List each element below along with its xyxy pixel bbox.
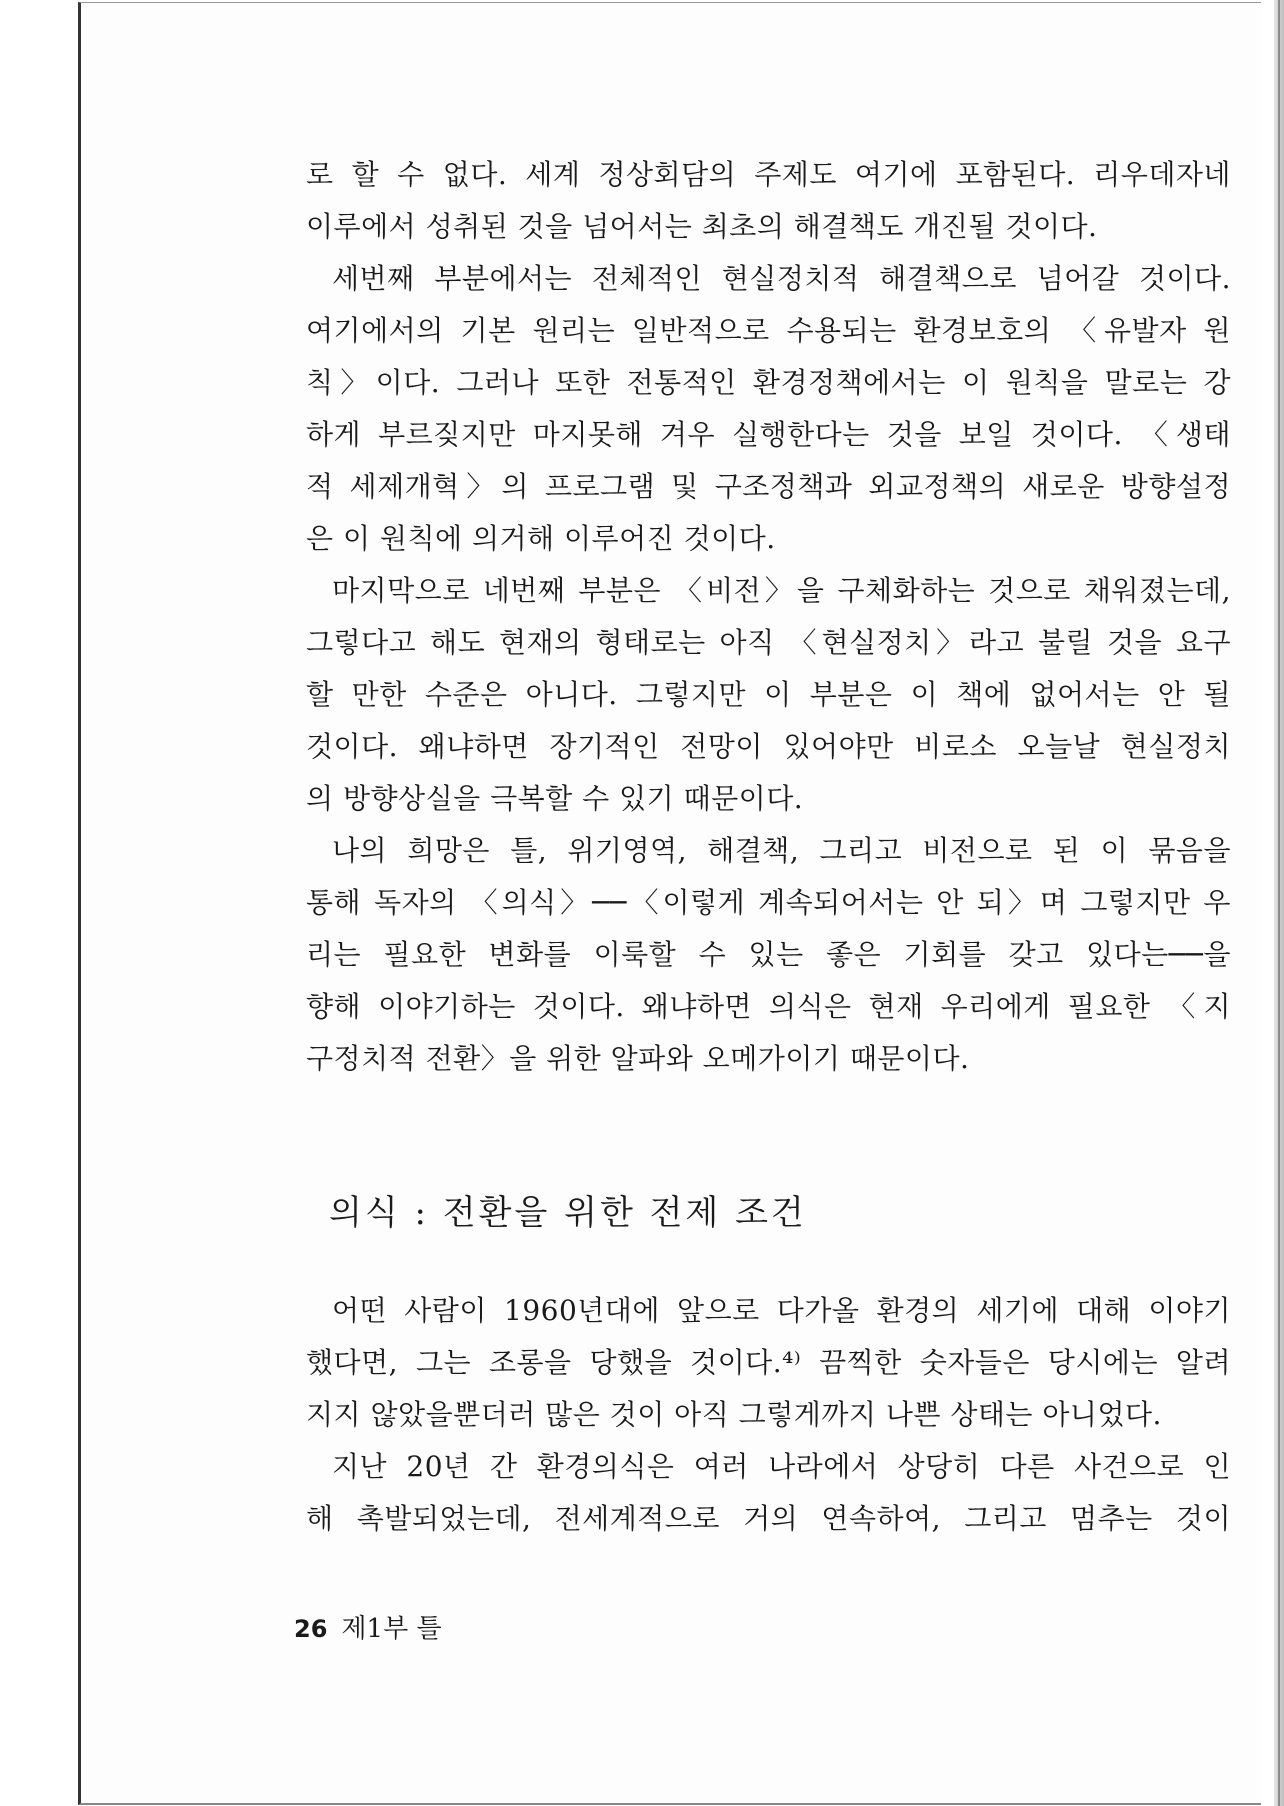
body-text-bottom — [306, 1285, 1231, 1545]
page-edge — [1274, 0, 1284, 1806]
text-line: 의 방향상실을 극복할 수 있기 때문이다. — [306, 782, 804, 815]
text-line: 이루에서 성취된 것을 넘어서는 최초의 해결책도 개진될 것이다. — [306, 210, 1098, 243]
page-footer — [294, 1611, 442, 1647]
text-line: 세번째 부분에서는 전체적인 현실정치적 해결책으로 넘어갈 것이다. — [332, 262, 1231, 295]
text-line: 은 이 원칙에 의거해 이루어진 것이다. — [306, 522, 776, 555]
text-line: 할 만한 수준은 아니다. 그렇지만 이 부분은 이 책에 없어서는 안 될 — [306, 678, 1231, 711]
book-page — [78, 2, 1261, 1805]
text-line: 나의 희망은 틀, 위기영역, 해결책, 그리고 비전으로 된 이 묶음을 — [332, 834, 1231, 867]
text-line: 지난 20년 간 환경의식은 여러 나라에서 상당히 다른 사건으로 인 — [332, 1450, 1231, 1483]
text-line: 했다면, 그는 조롱을 당했을 것이다.⁴⁾ 끔찍한 숫자들은 당시에는 알려 — [306, 1346, 1231, 1379]
text-line: 칙〉이다. 그러나 또한 전통적인 환경정책에서는 이 원칙을 말로는 강 — [306, 366, 1231, 399]
text-line: 통해 독자의 〈의식〉──〈이렇게 계속되어서는 안 되〉며 그렇지만 우 — [306, 886, 1231, 919]
text-line: 마지막으로 네번째 부분은 〈비전〉을 구체화하는 것으로 채워졌는데, — [332, 574, 1231, 607]
text-line: 리는 필요한 변화를 이룩할 수 있는 좋은 기회를 갖고 있다는──을 — [306, 938, 1231, 971]
text-line: 향해 이야기하는 것이다. 왜냐하면 의식은 현재 우리에게 필요한 〈지 — [306, 990, 1231, 1023]
text-line: 해 촉발되었는데, 전세계적으로 거의 연속하여, 그리고 멈추는 것이 — [306, 1502, 1231, 1535]
page-number: 26 — [294, 1615, 328, 1643]
text-line: 구정치적 전환〉을 위한 알파와 오메가이기 때문이다. — [306, 1042, 970, 1075]
text-line: 적 세제개혁〉의 프로그램 및 구조정책과 외교정책의 새로운 방향설정 — [306, 470, 1231, 503]
text-line: 하게 부르짖지만 마지못해 겨우 실행한다는 것을 보일 것이다. 〈생태 — [306, 418, 1231, 451]
text-line: 어떤 사람이 1960년대에 앞으로 다가올 환경의 세기에 대해 이야기 — [332, 1294, 1231, 1327]
text-line: 그렇다고 해도 현재의 형태로는 아직 〈현실정치〉라고 불릴 것을 요구 — [306, 626, 1231, 659]
running-footer-section: 제1부 틀 — [341, 1614, 442, 1644]
section-heading: 의식 : 전환을 위한 전제 조건 — [329, 1193, 807, 1233]
body-text-top — [306, 149, 1231, 1085]
text-line: 로 할 수 없다. 세계 정상회담의 주제도 여기에 포함된다. 리우데자네 — [306, 158, 1231, 191]
text-line: 지지 않았을뿐더러 많은 것이 아직 그렇게까지 나쁜 상태는 아니었다. — [306, 1398, 1162, 1431]
text-line: 것이다. 왜냐하면 장기적인 전망이 있어야만 비로소 오늘날 현실정치 — [306, 730, 1231, 763]
text-line: 여기에서의 기본 원리는 일반적으로 수용되는 환경보호의 〈유발자 원 — [306, 314, 1231, 347]
